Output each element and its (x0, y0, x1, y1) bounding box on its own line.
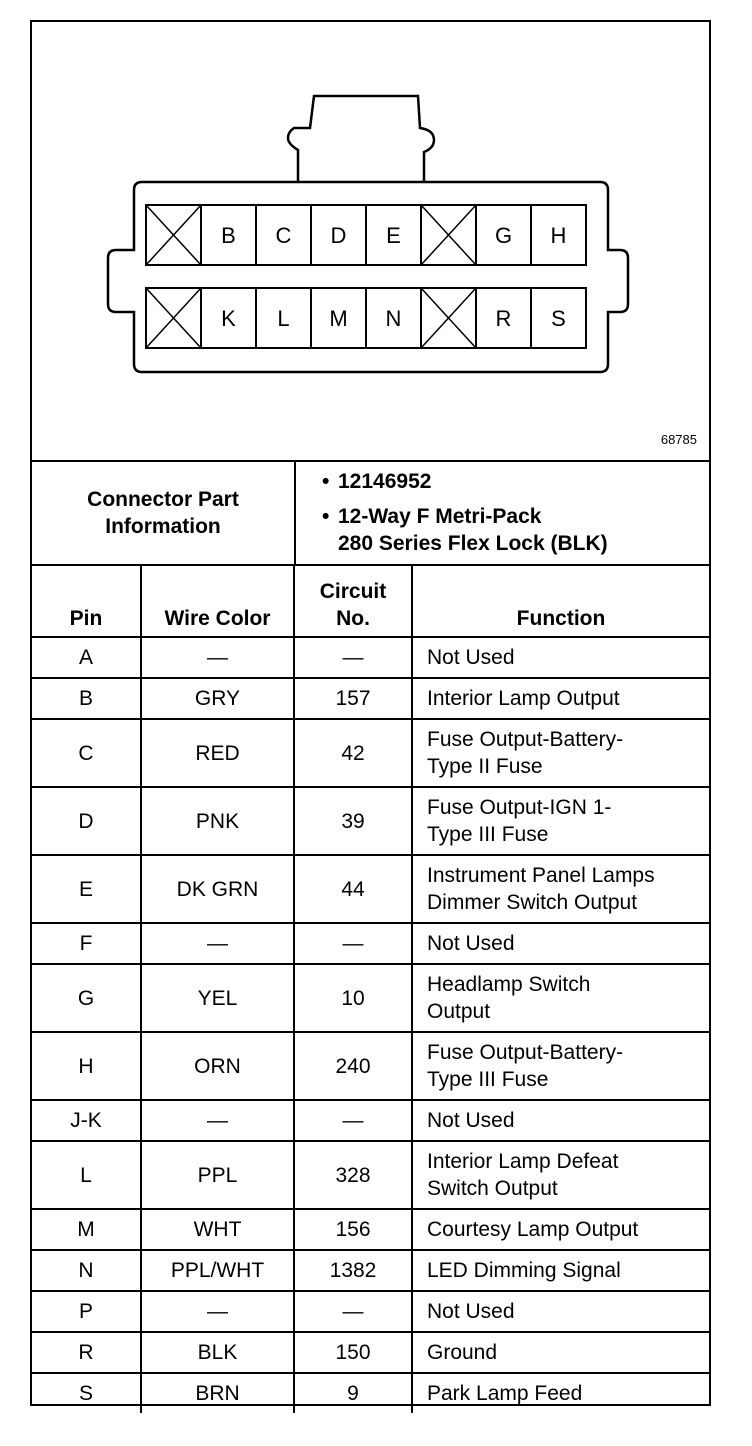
circuit-cell: 9 (294, 1373, 412, 1413)
part-number: • 12146952 (338, 468, 709, 495)
function-cell: Interior Lamp Output (412, 678, 709, 719)
wire-color-cell: PPL (141, 1141, 294, 1209)
function-cell: Fuse Output-Battery- Type III Fuse (412, 1032, 709, 1100)
table-row (32, 855, 709, 923)
circuit-cell: 156 (294, 1209, 412, 1250)
header-function: Function (412, 565, 709, 637)
function-cell: Instrument Panel Lamps Dimmer Switch Output (412, 855, 709, 923)
pin-label: N (385, 306, 402, 331)
pin-cell: L (32, 1141, 141, 1209)
wire-color-cell: — (141, 637, 294, 678)
header-circuit: Circuit No. (294, 565, 412, 637)
function-cell: LED Dimming Signal (412, 1250, 709, 1291)
circuit-cell: — (294, 1291, 412, 1332)
function-cell: Ground (412, 1332, 709, 1373)
function-cell: Not Used (412, 923, 709, 964)
header-pin: Pin (32, 565, 141, 637)
circuit-cell: 42 (294, 719, 412, 787)
wire-color-cell: ORN (141, 1032, 294, 1100)
table-row (32, 1332, 709, 1373)
wire-color-cell: WHT (141, 1209, 294, 1250)
pin-cell: J-K (32, 1100, 141, 1141)
pin-cell: D (32, 787, 141, 855)
circuit-cell: 44 (294, 855, 412, 923)
wire-color-cell: — (141, 1291, 294, 1332)
wire-color-cell: BRN (141, 1373, 294, 1413)
pinout-table (32, 564, 709, 1413)
pin-cell: E (32, 855, 141, 923)
function-cell: Not Used (412, 637, 709, 678)
pin-label: C (275, 223, 292, 248)
table-row (32, 1209, 709, 1250)
pin-cell: H (32, 1032, 141, 1100)
table-row (32, 678, 709, 719)
pin-label: D (330, 223, 347, 248)
circuit-cell: 1382 (294, 1250, 412, 1291)
function-cell: Fuse Output-Battery- Type II Fuse (412, 719, 709, 787)
connector-face-drawing (32, 22, 709, 460)
figure-id: 68785 (660, 432, 697, 447)
wire-color-cell: GRY (141, 678, 294, 719)
info-label-line2: Information (105, 515, 221, 538)
pin-label: H (550, 223, 567, 248)
circuit-cell: 157 (294, 678, 412, 719)
connector-info-details (296, 462, 709, 564)
pin-cell: F (32, 923, 141, 964)
connector-description: • 12-Way F Metri-Pack 280 Series Flex Lock (BLK) (338, 503, 709, 557)
table-row (32, 787, 709, 855)
table-row (32, 1373, 709, 1413)
pin-label: S (551, 306, 566, 331)
pin-label: L (277, 306, 290, 331)
circuit-cell: 150 (294, 1332, 412, 1373)
table-header-row (32, 565, 709, 637)
wire-color-cell: PPL/WHT (141, 1250, 294, 1291)
connector-diagram (32, 22, 709, 462)
pin-cell: N (32, 1250, 141, 1291)
pin-cell: G (32, 964, 141, 1032)
pinout-frame (30, 20, 711, 1406)
info-label-line1: Connector Part (87, 488, 239, 511)
pin-label: K (221, 306, 236, 331)
function-cell: Not Used (412, 1100, 709, 1141)
circuit-cell: — (294, 637, 412, 678)
pin-cell: C (32, 719, 141, 787)
wire-color-cell: RED (141, 719, 294, 787)
circuit-cell: 39 (294, 787, 412, 855)
pin-label: B (221, 223, 236, 248)
header-wire-color: Wire Color (141, 565, 294, 637)
pin-cell: B (32, 678, 141, 719)
circuit-cell: 240 (294, 1032, 412, 1100)
pin-cell: S (32, 1373, 141, 1413)
table-row (32, 964, 709, 1032)
table-row (32, 1100, 709, 1141)
function-cell: Fuse Output-IGN 1- Type III Fuse (412, 787, 709, 855)
table-row (32, 923, 709, 964)
circuit-cell: — (294, 1100, 412, 1141)
wire-color-cell: BLK (141, 1332, 294, 1373)
wire-color-cell: PNK (141, 787, 294, 855)
table-row (32, 1250, 709, 1291)
pin-label: M (329, 306, 348, 331)
function-cell: Interior Lamp Defeat Switch Output (412, 1141, 709, 1209)
table-row (32, 1291, 709, 1332)
pin-cell: R (32, 1332, 141, 1373)
table-row (32, 1141, 709, 1209)
table-row (32, 637, 709, 678)
table-row (32, 719, 709, 787)
wire-color-cell: — (141, 1100, 294, 1141)
connector-info-label (32, 462, 296, 564)
table-row (32, 1032, 709, 1100)
function-cell: Courtesy Lamp Output (412, 1209, 709, 1250)
pin-cell: M (32, 1209, 141, 1250)
pin-label: G (494, 223, 513, 248)
function-cell: Park Lamp Feed (412, 1373, 709, 1413)
circuit-cell: 328 (294, 1141, 412, 1209)
function-cell: Not Used (412, 1291, 709, 1332)
wire-color-cell: DK GRN (141, 855, 294, 923)
pin-label: E (386, 223, 401, 248)
pin-cell: A (32, 637, 141, 678)
wire-color-cell: — (141, 923, 294, 964)
wire-color-cell: YEL (141, 964, 294, 1032)
circuit-cell: — (294, 923, 412, 964)
connector-part-info (32, 462, 709, 566)
pin-label: R (495, 306, 512, 331)
circuit-cell: 10 (294, 964, 412, 1032)
pin-cell: P (32, 1291, 141, 1332)
function-cell: Headlamp Switch Output (412, 964, 709, 1032)
